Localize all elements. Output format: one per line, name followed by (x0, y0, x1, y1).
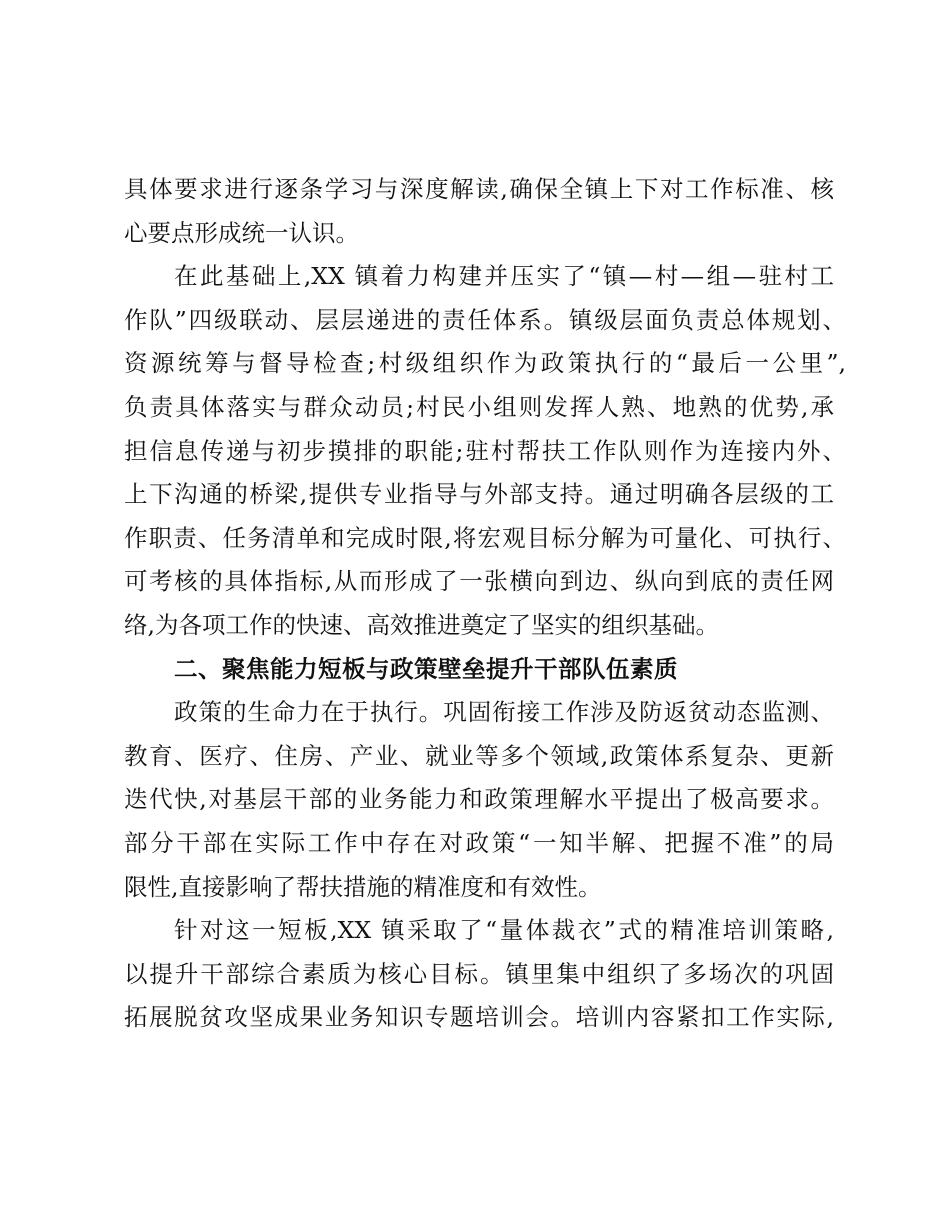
paragraph-line: 政策的生命力在于执行。巩固衔接工作涉及防返贫动态监测、 (174, 698, 834, 727)
paragraph-line: 教育、医疗、住房、产业、就业等多个领域,政策体系复杂、更新 (124, 741, 834, 770)
paragraph-line: 以提升干部综合素质为核心目标。镇里集中组织了多场次的巩固 (124, 959, 834, 988)
paragraph-line: 部分干部在实际工作中存在对政策“一知半解、把握不准”的局 (124, 828, 834, 857)
paragraph-line: 在此基础上,XX 镇着力构建并压实了“镇—村—组—驻村工 (174, 262, 834, 291)
paragraph-line: 担信息传递与初步摸排的职能;驻村帮扶工作队则作为连接内外、 (124, 436, 846, 465)
paragraph-line: 迭代快,对基层干部的业务能力和政策理解水平提出了极高要求。 (124, 785, 834, 814)
paragraph-line: 可考核的具体指标,从而形成了一张横向到边、纵向到底的责任网 (124, 567, 834, 596)
paragraph-line: 作队”四级联动、层层递进的责任体系。镇级层面负责总体规划、 (124, 305, 846, 334)
paragraph-line: 资源统筹与督导检查;村级组织作为政策执行的“最后一公里”, (124, 349, 846, 378)
paragraph-line: 上下沟通的桥梁,提供专业指导与外部支持。通过明确各层级的工 (124, 480, 834, 509)
paragraph-line: 拓展脱贫攻坚成果业务知识专题培训会。培训内容紧扣工作实际, (124, 1003, 834, 1032)
paragraph-line: 络,为各项工作的快速、高效推进奠定了坚实的组织基础。 (124, 610, 719, 639)
paragraph-line: 心要点形成统一认识。 (124, 218, 359, 247)
paragraph-line: 针对这一短板,XX 镇采取了“量体裁衣”式的精准培训策略, (174, 916, 834, 945)
paragraph-line: 作职责、任务清单和完成时限,将宏观目标分解为可量化、可执行、 (124, 523, 846, 552)
paragraph-line: 限性,直接影响了帮扶措施的精准度和有效性。 (124, 872, 602, 901)
paragraph-line: 负责具体落实与群众动员;村民小组则发挥人熟、地熟的优势,承 (124, 392, 834, 421)
paragraph-line: 具体要求进行逐条学习与深度解读,确保全镇上下对工作标准、核 (124, 175, 834, 203)
section-heading: 二、聚焦能力短板与政策壁垒提升干部队伍素质 (174, 654, 678, 683)
document-body (124, 168, 846, 1040)
